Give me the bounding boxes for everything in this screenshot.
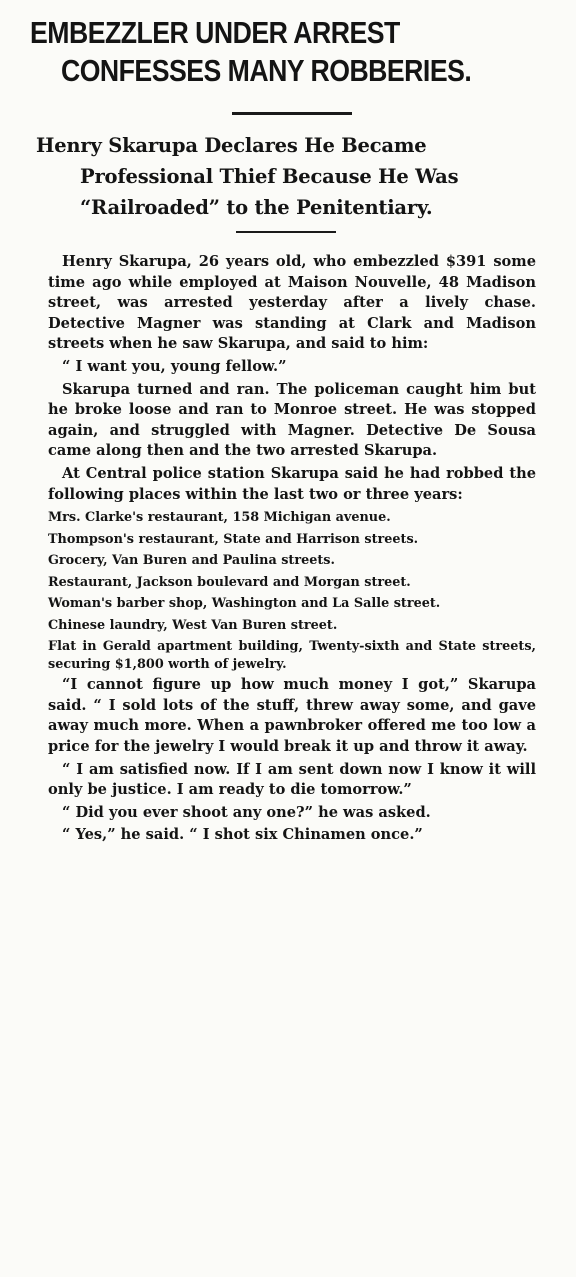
headline xyxy=(30,14,486,90)
quote-satisfied: “ I am satisfied now. If I am sent down now I know it will only be justice. I am ready to die tomorrow.” xyxy=(48,760,536,799)
headline-line-1: EMBEZZLER UNDER ARREST xyxy=(30,15,400,50)
robbed-place: Flat in Gerald apartment building, Twenty-sixth and State streets, securing $1,800 worth of jewelry. xyxy=(48,639,536,672)
subheadline-line-3: “Railroaded” to the Penitentiary. xyxy=(80,196,433,219)
robbed-place: Thompson's restaurant, State and Harrison streets. xyxy=(48,531,419,547)
robbed-place: Mrs. Clarke's restaurant, 158 Michigan avenue. xyxy=(48,510,391,526)
paragraph-station: At Central police station Skarupa said he had robbed the following places within the last two or three years: xyxy=(48,464,536,503)
subheadline-divider xyxy=(236,231,336,233)
article-body xyxy=(48,252,536,846)
paragraph-lead: Henry Skarupa, 26 years old, who embezzled $391 some time ago while employed at Maison Nouvelle, 48 Madison street, was arrested yesterday after a lively chase. Detective Magner was standing at Clark and Madison streets when he saw Skarupa, and said to him: xyxy=(48,253,536,353)
headline-divider xyxy=(232,112,352,115)
robbed-place: Grocery, Van Buren and Paulina streets. xyxy=(48,553,335,569)
subheadline-line-2: Professional Thief Because He Was xyxy=(80,165,459,188)
quote-question: “ Did you ever shoot any one?” he was asked. xyxy=(62,803,431,821)
robbed-place: Chinese laundry, West Van Buren street. xyxy=(48,617,338,633)
subheadline-line-1: Henry Skarupa Declares He Became xyxy=(36,134,427,157)
robbed-place: Restaurant, Jackson boulevard and Morgan street. xyxy=(48,574,411,590)
quote-answer: “ Yes,” he said. “ I shot six Chinamen once.” xyxy=(62,826,423,844)
headline-line-2: CONFESSES MANY ROBBERIES. xyxy=(60,53,472,88)
quote-money: “I cannot figure up how much money I got,” Skarupa said. “ I sold lots of the stuff, threw away some, and gave away much more. When a pawnbroker offered me too low a price for the jewelry I would break it up and throw it away. xyxy=(48,676,536,755)
paragraph-quote-detective: “ I want you, young fellow.” xyxy=(62,357,287,375)
subheadline xyxy=(36,130,556,223)
robbed-place: Woman's barber shop, Washington and La Salle street. xyxy=(48,596,441,612)
paragraph-chase: Skarupa turned and ran. The policeman caught him but he broke loose and ran to Monroe street. He was stopped again, and struggled with Magner. Detective De Sousa came along then and the two arrested Skarupa. xyxy=(48,380,536,460)
